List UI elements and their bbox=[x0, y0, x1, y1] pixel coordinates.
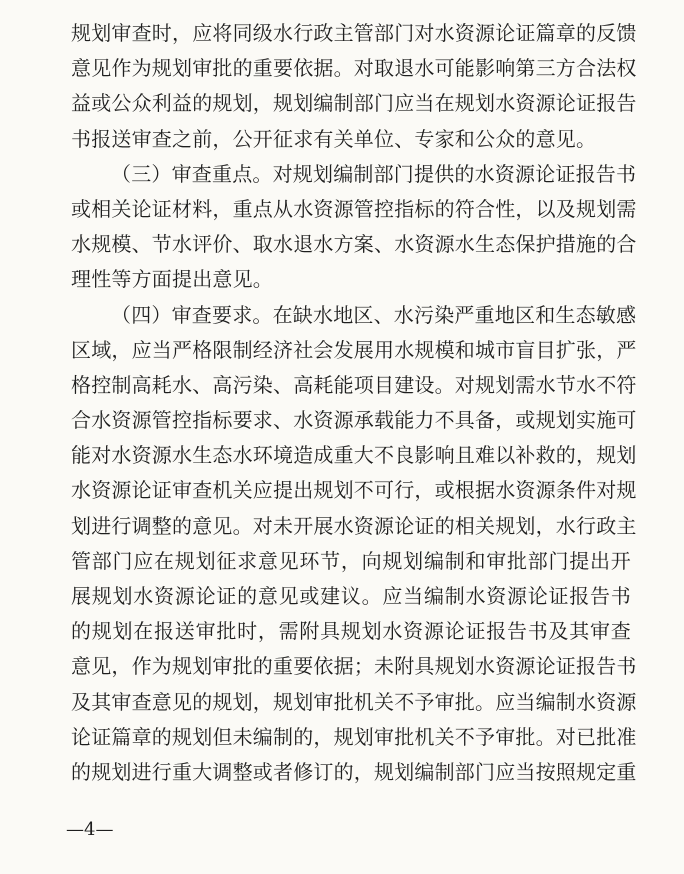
text-line: 水规模、节水评价、取水退水方案、水资源水生态保护措施的合 bbox=[71, 232, 637, 257]
body-text bbox=[71, 16, 637, 790]
text-line: 格控制高耗水、高污染、高耗能项目建设。对规划需水节水不符 bbox=[71, 372, 637, 397]
text-line: 或相关论证材料，重点从水资源管控指标的符合性，以及规划需 bbox=[71, 196, 637, 221]
text-line: 规划审查时，应将同级水行政主管部门对水资源论证篇章的反馈 bbox=[71, 21, 637, 45]
text-line: 的规划在报送审批时，需附具规划水资源论证报告书及其审查 bbox=[71, 619, 631, 644]
text-line: 展规划水资源论证的意见或建议。应当编制水资源论证报告书 bbox=[71, 584, 631, 608]
text-line: （四）审查要求。在缺水地区、水污染严重地区和生态敏感 bbox=[111, 302, 637, 327]
text-line: 合水资源管控指标要求、水资源承载能力不具备，或规划实施可 bbox=[71, 408, 637, 433]
text-line: 意见作为规划审批的重要依据。对取退水可能影响第三方合法权 bbox=[71, 56, 637, 81]
text-line: 书报送审查之前，公开征求有关单位、专家和公众的意见。 bbox=[71, 126, 597, 151]
text-line: 及其审查意见的规划，规划审批机关不予审批。应当编制水资源 bbox=[71, 689, 637, 714]
text-line: 意见，作为规划审批的重要依据；未附具规划水资源论证报告书 bbox=[71, 654, 637, 679]
text-line: 益或公众利益的规划，规划编制部门应当在规划水资源论证报告 bbox=[71, 91, 637, 116]
text-line: 管部门应在规划征求意见环节，向规划编制和审批部门提出开 bbox=[71, 548, 631, 573]
text-line: 划进行调整的意见。对未开展水资源论证的相关规划，水行政主 bbox=[71, 513, 637, 538]
text-line: 能对水资源水生态水环境造成重大不良影响且难以补救的，规划 bbox=[71, 443, 637, 468]
text-line: 理性等方面提出意见。 bbox=[71, 267, 273, 292]
text-line: 论证篇章的规划但未编制的，规划审批机关不予审批。对已批准 bbox=[71, 724, 637, 749]
text-line: （三）审查重点。对规划编制部门提供的水资源论证报告书 bbox=[111, 161, 637, 186]
text-line: 区域，应当严格限制经济社会发展用水规模和城市盲目扩张，严 bbox=[71, 337, 637, 362]
text-line: 的规划进行重大调整或者修订的，规划编制部门应当按照规定重 bbox=[71, 759, 637, 784]
page-number: —4— bbox=[66, 819, 114, 840]
text-line: 水资源论证审查机关应提出规划不可行，或根据水资源条件对规 bbox=[71, 478, 637, 503]
